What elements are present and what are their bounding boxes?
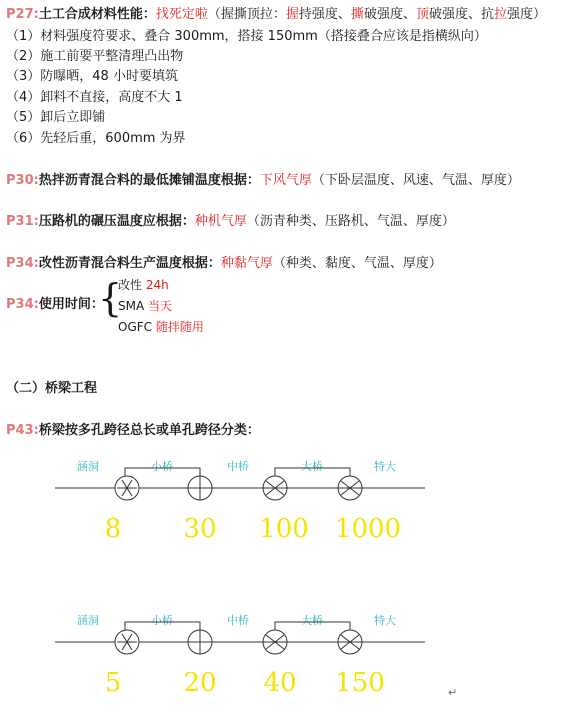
- mnemonic: 种机气厚: [194, 214, 247, 229]
- pier-circle-icon: [338, 630, 362, 654]
- pier-circle-icon: [115, 630, 139, 654]
- page-ref: P31:: [6, 214, 39, 229]
- mnemonic: 找死定啦: [155, 7, 208, 22]
- category-label: 特大: [374, 460, 396, 473]
- span-threshold: 1000: [334, 514, 402, 544]
- grip-text: 强度）: [507, 7, 547, 22]
- pier-circle-icon: [188, 630, 212, 654]
- usage-value: 24h: [145, 278, 169, 292]
- page-ref: P30:: [6, 173, 39, 188]
- category-label: 特大: [374, 614, 396, 627]
- category-label: 涵洞: [77, 614, 99, 627]
- pier-circle-icon: [115, 476, 139, 500]
- p34-usage-heading: [6, 296, 104, 314]
- span-threshold: 8: [104, 514, 122, 544]
- category-label: 大桥: [301, 460, 323, 473]
- span-threshold: 20: [183, 668, 217, 698]
- list-item: （5）卸后立即铺: [6, 110, 106, 125]
- key-char: 顶: [415, 7, 429, 22]
- detail: （沥青种类、压路机、气温、厚度）: [246, 214, 455, 229]
- grip-text: 破强度、抗: [428, 7, 494, 22]
- paragraph-mark: ↵: [448, 686, 458, 699]
- section-title: 桥梁按多孔跨径总长或单孔跨径分类：: [38, 423, 260, 438]
- paren: （: [207, 7, 221, 22]
- list-item: （6）先轻后重，600mm 为界: [6, 131, 186, 146]
- brace-icon: {: [98, 276, 123, 320]
- usage-value: 当天: [148, 299, 173, 313]
- p30-line: [6, 172, 520, 190]
- list-item: （2）施工前要平整清理凸出物: [6, 49, 184, 64]
- section-title: 使用时间：: [38, 297, 104, 312]
- p31-line: [6, 213, 455, 231]
- category-label: 小桥: [151, 460, 173, 473]
- pier-circle-icon: [263, 630, 287, 654]
- pier-circle-icon: [263, 476, 287, 500]
- usage-item: [118, 297, 172, 314]
- bridge-scale-lines: [0, 462, 575, 512]
- key-char: 拉: [493, 7, 507, 22]
- section-heading: （二）桥梁工程: [6, 381, 98, 396]
- span-threshold: 30: [183, 514, 217, 544]
- list-item: （1）材料强度符要求、叠合 300mm，搭接 150mm（搭接叠合应该是指横纵向）: [6, 29, 487, 44]
- span-threshold: 150: [335, 668, 385, 698]
- category-label: 涵洞: [77, 460, 99, 473]
- section-title: 压路机的碾压温度应根据：: [38, 214, 195, 229]
- p27-heading: [6, 6, 546, 24]
- mnemonic: 下风气厚: [259, 173, 312, 188]
- page-ref: P27:: [6, 7, 39, 22]
- grip-text: 破强度、: [363, 7, 416, 22]
- list-item: （3）防曝晒，48 小时要填筑: [6, 69, 178, 84]
- detail: （下卧层温度、风速、气温、厚度）: [311, 173, 520, 188]
- category-label: 小桥: [151, 614, 173, 627]
- p34-line: [6, 255, 442, 273]
- grip-text: 持强度、: [298, 7, 351, 22]
- usage-label: OGFC: [118, 320, 156, 334]
- section-title: 改性沥青混合料生产温度根据：: [38, 256, 221, 271]
- span-threshold: 100: [259, 514, 309, 544]
- usage-label: SMA: [118, 299, 148, 313]
- section-title: 土工合成材料性能：: [38, 7, 156, 22]
- category-label: 大桥: [301, 614, 323, 627]
- category-label: 中桥: [227, 614, 249, 627]
- key-char: 撕: [350, 7, 364, 22]
- bridge-scale-lines: [0, 616, 575, 666]
- mnemonic: 种黏气厚: [220, 256, 273, 271]
- list-item: （4）卸料不直接，高度不大 1: [6, 90, 183, 105]
- grip-lead: 握撕顶拉：: [220, 7, 286, 22]
- detail: （种类、黏度、气温、厚度）: [272, 256, 442, 271]
- key-char: 握: [285, 7, 299, 22]
- usage-item: [118, 276, 169, 293]
- span-threshold: 40: [263, 668, 297, 698]
- page-ref: P34:: [6, 297, 39, 312]
- usage-value: 随拌随用: [155, 320, 204, 334]
- category-label: 中桥: [227, 460, 249, 473]
- section-title: 热拌沥青混合料的最低摊铺温度根据：: [38, 173, 260, 188]
- pier-circle-icon: [188, 476, 212, 500]
- usage-item: [118, 318, 204, 335]
- span-threshold: 5: [104, 668, 122, 698]
- usage-label: 改性: [118, 278, 146, 292]
- page-ref: P43:: [6, 423, 39, 438]
- pier-circle-icon: [338, 476, 362, 500]
- p43-heading: [6, 422, 260, 440]
- page-ref: P34:: [6, 256, 39, 271]
